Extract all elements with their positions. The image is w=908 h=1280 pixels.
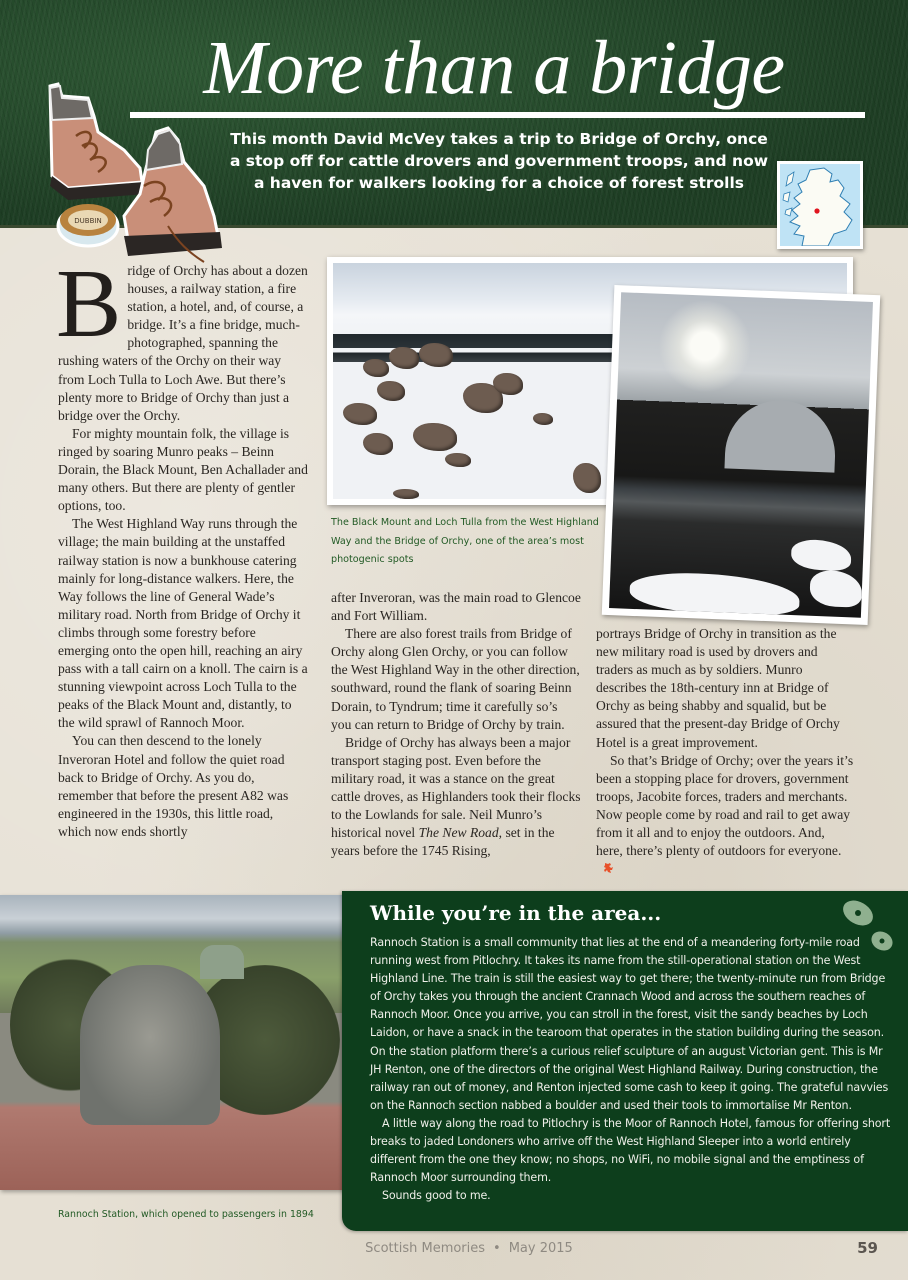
photo-bridge-of-orchy <box>602 285 880 625</box>
publication-name: Scottish Memories <box>365 1241 486 1256</box>
sidebar-text <box>370 934 890 1205</box>
issue-date: May 2015 <box>508 1241 573 1256</box>
article-column-1 <box>56 250 308 841</box>
page-footer <box>0 1239 908 1259</box>
page-number: 59 <box>857 1239 878 1257</box>
article-paragraph: after Inveroran, was the main road to Glencoe and Fort William. <box>331 590 581 624</box>
article-paragraph: portrays Bridge of Orchy in transition as the new military road is used by drovers and traders as much as by soldiers. Munro describes the 18th-century inn at Bridge of Orchy as being shabby and squalid, but be assured that the present-day Bridge of Orchy Hotel is a great improvement. <box>596 626 840 750</box>
photo-caption-top: The Black Mount and Loch Tulla from the West Highland Way and the Bridge of Orchy, one of the area’s most photogenic spots <box>331 517 599 565</box>
article-column-3 <box>596 625 854 878</box>
article-paragraph: ridge of Orchy has about a dozen houses, a railway station, a fire station, a hotel, and, of course, a bridge. It’s a fine bridge, much-photographed, spanning the rushing waters of the Orchy on their way from Loch Tulla to Loch Awe. But there’s plenty more to Bridge of Orchy than just a bridge over the Orchy. <box>58 263 308 423</box>
photo-rannoch-station <box>0 895 350 1190</box>
scotland-map-icon <box>777 161 863 249</box>
book-title: The New Road <box>418 825 499 841</box>
article-paragraph-book <box>331 734 581 861</box>
title-underline <box>130 112 865 118</box>
sidebar-paragraph: Rannoch Station is a small community that lies at the end of a meandering forty-mile road running west from Pitlochry. It takes its name from the still-operational station on the West Highland Line. The train is still the easiest way to get there; the twenty-minute run from Bridge of Orchy takes you through the ancient Crannach Wood and across the southern reaches of Rannoch Moor. Once you arrive, you can stroll in the forest, visit the sandy beaches by Loch Laidon, or have a snack in the tearoom that operates in the station building during the season. On the station platform there’s a curious relief sculpture of an august Victorian gent. This is Mr JH Renton, one of the directors of the original West Highland Railway. During construction, the railway ran out of money, and Renton injected some cash to keep it going. The grateful navvies on the Rannoch section nabbed a boulder and used their tools to immortalise Mr Renton. <box>370 936 889 1112</box>
lion-rampant-icon <box>602 862 614 874</box>
while-in-the-area-box <box>342 891 908 1231</box>
standfirst: This month David McVey takes a trip to Bridge of Orchy, once a stop off for cattle drovers and government troops, and now a haven for walkers looking for a choice of forest strolls <box>229 130 769 192</box>
article-paragraph: For mighty mountain folk, the village is ringed by soaring Munro peaks – Beinn Dorain, the Black Mount, Ben Achallader and many others. But there are plenty of gentler options, too. <box>58 425 308 514</box>
article-paragraph: You can then descend to the lonely Inveroran Hotel and follow the quiet road back to Bridge of Orchy. As you do, remember that before the present A82 was engineered in the 1930s, this little road, which now ends shortly <box>58 733 289 839</box>
sidebar-title: While you’re in the area... <box>370 901 662 925</box>
renton-sculpture <box>80 965 220 1125</box>
hiking-boots-icon <box>28 76 238 266</box>
separator: • <box>493 1241 501 1256</box>
article-paragraph: So that’s Bridge of Orchy; over the years it’s been a stopping place for drovers, government troops, Jacobite forces, traders and merchants. Now people come by road and rail to get away from it all and to enjoy the outdoors. And, here, there’s plenty of outdoors for everyone. <box>596 752 854 859</box>
polish-tin-label: DUBBIN <box>74 217 102 225</box>
article-text: Bridge of Orchy has always been a major transport staging post. Even before the military road, it was a stance on the great cattle droves, as Highlanders took their flocks to the Lowlands for sale. Neil Munro’s historical novel <box>331 734 581 841</box>
bridge-arch <box>724 398 837 472</box>
article-paragraph: There are also forest trails from Bridge of Orchy along Glen Orchy, or you can follow the West Highland Way in the other direction, southward, round the flank of soaring Beinn Dorain, to Tyndrum; time it carefully so’s you can return to Bridge of Orchy by train. <box>331 626 580 732</box>
article-paragraph: The West Highland Way runs through the village; the main building at the unstaffed railway station is now a bunkhouse catering mainly for long-distance walkers. Here, the Way follows the line of General Wade’s military road. North from Bridge of Orchy it climbs through some forestry before emerging onto the open hill, reaching an airy pass with a tall cairn on a knoll. The cairn is a stunning viewpoint across Loch Tulla to the peaks of the Black Mount and, distantly, to the wild sprawl of Rannoch Moor. <box>58 516 308 731</box>
drop-cap: B <box>56 250 122 358</box>
sidebar-paragraph: Sounds good to me. <box>382 1189 491 1203</box>
photo-caption-rannoch: Rannoch Station, which opened to passengers in 1894 <box>58 1209 314 1220</box>
article-text: , set in the years before the 1745 Rising, <box>331 825 555 859</box>
sidebar-paragraph: A little way along the road to Pitlochry is the Moor of Rannoch Hotel, famous for offering short breaks to jaded Londoners who arrive off the West Highland Sleeper into a world entirely different from the one they know; no shops, no WiFi, no mobile signal and the emptiness of Rannoch Moor surrounding them. <box>370 1116 891 1185</box>
page-title: More than a bridge <box>203 26 785 110</box>
location-marker-icon <box>814 208 819 213</box>
article-column-2 <box>331 589 581 860</box>
